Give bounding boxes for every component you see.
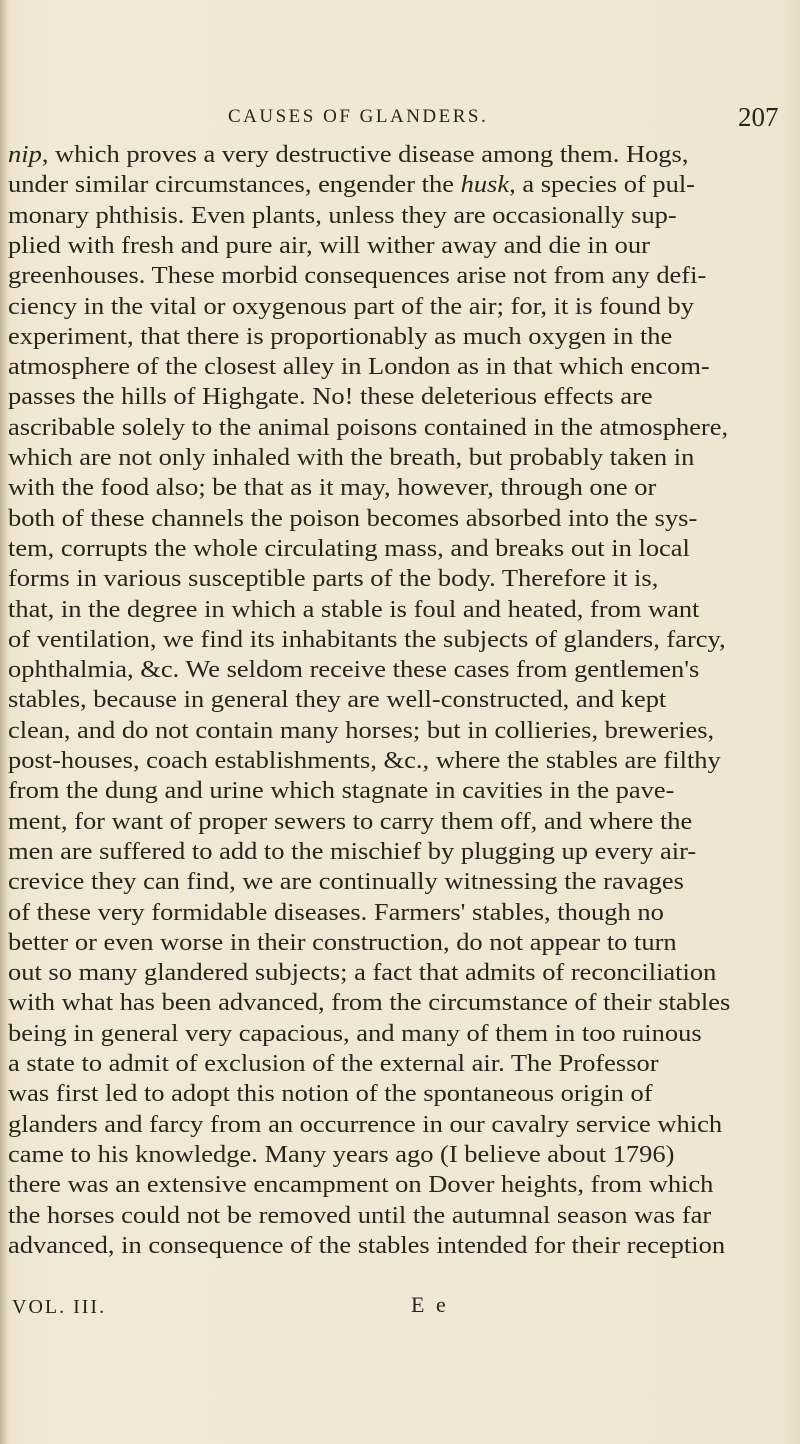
text-line: passes the hills of Highgate. No! these deleterious effects are — [8, 383, 653, 411]
text-line: a state to admit of exclusion of the external air. The Professor — [8, 1050, 659, 1077]
page-footer — [0, 1292, 800, 1326]
text-line: came to his knowledge. Many years ago (I believe about 1796) — [8, 1140, 675, 1168]
text-line: both of these channels the poison becomes absorbed into the sys- — [8, 504, 698, 532]
text-line: greenhouses. These morbid consequences arise not from any defi- — [8, 262, 707, 290]
text-line: clean, and do not contain many horses; but in collieries, breweries, — [8, 716, 715, 744]
text-line: ment, for want of proper sewers to carry them off, and where the — [8, 807, 693, 835]
text-line: of these very formidable diseases. Farmers' stables, though no — [8, 898, 664, 926]
text-line: of ventilation, we find its inhabitants the subjects of glanders, farcy, — [8, 625, 726, 653]
text-line: which are not only inhaled with the breath, but probably taken in — [8, 444, 695, 471]
text-line: with the food also; be that as it may, however, through one or — [8, 474, 657, 502]
text-line: atmosphere of the closest alley in London as in that which encom- — [8, 353, 710, 381]
text-line: that, in the degree in which a stable is foul and heated, from want — [8, 595, 700, 623]
text-line: nip, which proves a very destructive disease among them. Hogs, — [8, 141, 689, 168]
text-line: tem, corrupts the whole circulating mass, and breaks out in local — [8, 534, 690, 562]
binding-gutter-shadow — [0, 0, 8, 1444]
text-line: experiment, that there is proportionably as much oxygen in the — [8, 322, 673, 350]
text-line: stables, because in general they are well-constructed, and kept — [8, 686, 667, 714]
text-line: ciency in the vital or oxygenous part of the air; for, it is found by — [8, 292, 695, 320]
text-line: ascribable solely to the animal poisons contained in the atmosphere, — [8, 413, 729, 441]
text-line: advanced, in consequence of the stables intended for their reception — [8, 1231, 726, 1259]
running-head: CAUSES OF GLANDERS. — [228, 106, 489, 127]
text-line: men are suffered to add to the mischief by plugging up every air- — [8, 837, 697, 865]
text-line: there was an extensive encampment on Dover heights, from which — [8, 1171, 714, 1199]
text-line: better or even worse in their construction, do not appear to turn — [8, 928, 677, 956]
signature-mark: E e — [411, 1292, 449, 1317]
text-line: forms in various susceptible parts of the body. Therefore it is, — [8, 565, 659, 593]
page-number: 207 — [738, 102, 779, 132]
text-line: was first led to adopt this notion of the spontaneous origin of — [8, 1080, 653, 1108]
text-line: from the dung and urine which stagnate in cavities in the pave- — [8, 777, 675, 805]
text-line: being in general very capacious, and many of them in too ruinous — [8, 1019, 702, 1047]
text-line: the horses could not be removed until the autumnal season was far — [8, 1201, 712, 1229]
text-line: under similar circumstances, engender the husk, a species of pul- — [8, 171, 695, 199]
text-line: plied with fresh and pure air, will wither away and die in our — [8, 231, 650, 259]
text-line: post-houses, coach establishments, &c., where the stables are filthy — [8, 747, 721, 774]
volume-label: VOL. III. — [12, 1296, 107, 1318]
page-header — [0, 102, 800, 136]
text-line: monary phthisis. Even plants, unless they are occasionally sup- — [8, 201, 677, 229]
text-line: with what has been advanced, from the circumstance of their stables — [8, 989, 731, 1017]
text-line: crevice they can find, we are continually witnessing the ravages — [8, 868, 684, 896]
text-line: ophthalmia, &c. We seldom receive these cases from gentlemen's — [8, 656, 700, 684]
text-line: glanders and farcy from an occurrence in our cavalry service which — [8, 1110, 723, 1138]
text-line: out so many glandered subjects; a fact that admits of reconciliation — [8, 959, 717, 987]
